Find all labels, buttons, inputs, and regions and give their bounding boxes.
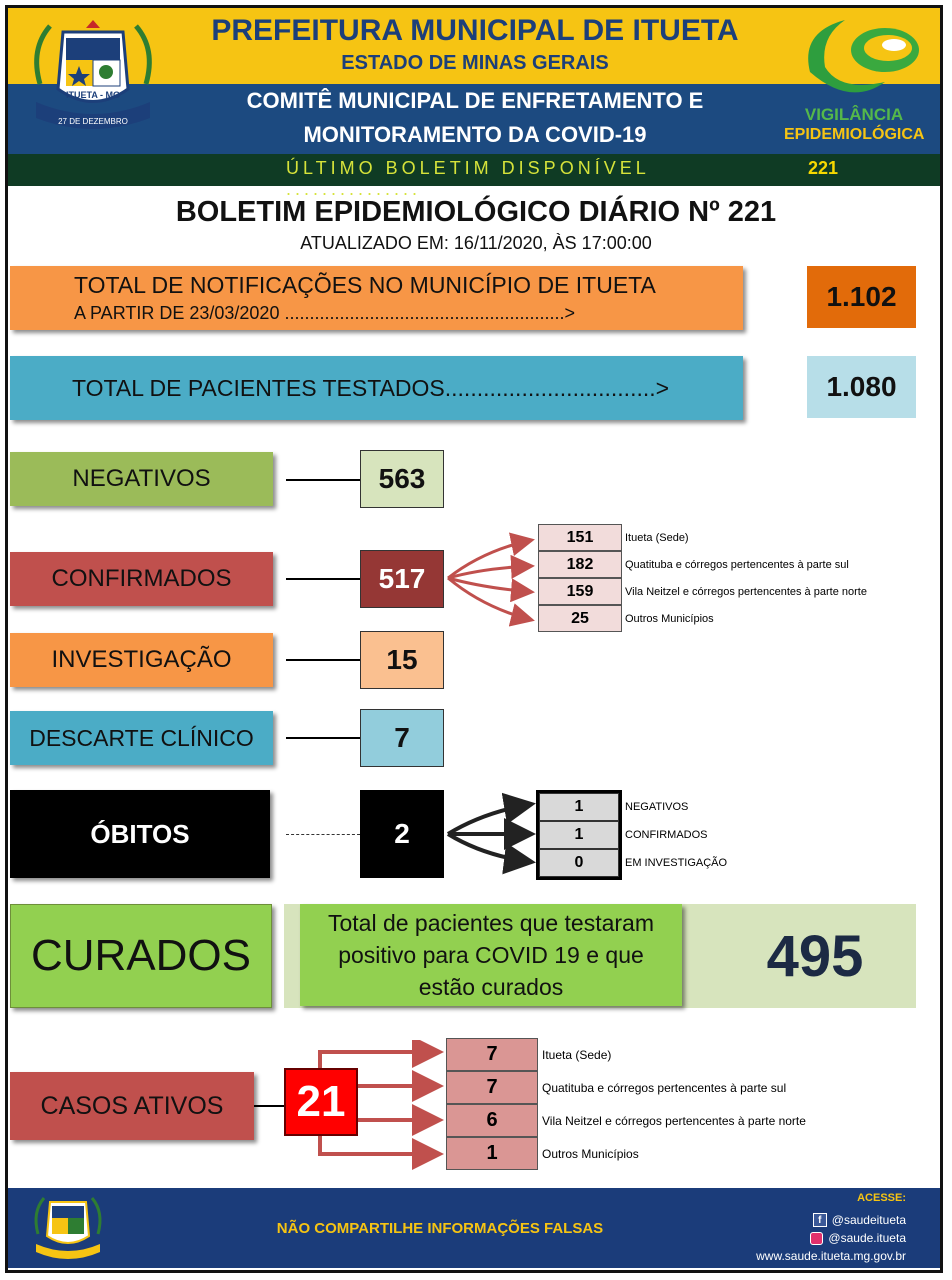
casos-ativos-outros-value: 1 — [446, 1137, 538, 1170]
header-state: ESTADO DE MINAS GERAIS — [341, 52, 609, 74]
notifications-label-line2: A PARTIR DE 23/03/2020 ........................................................> — [74, 303, 576, 323]
last-bulletin-number: 221 — [808, 158, 839, 178]
notifications-label-line1: TOTAL DE NOTIFICAÇÕES NO MUNICÍPIO DE ITUETA — [74, 272, 656, 298]
obitos-label: ÓBITOS — [10, 790, 270, 878]
curados-description: Total de pacientes que testaram positivo para COVID 19 e que estão curados — [300, 904, 682, 1006]
header-committee-line1: COMITÊ MUNICIPAL DE ENFRETAMENTO E — [246, 88, 704, 113]
footer-facebook-handle: @saudeitueta — [831, 1213, 906, 1227]
descarte-value: 7 — [360, 709, 444, 767]
svg-text:27 DE DEZEMBRO: 27 DE DEZEMBRO — [58, 117, 128, 126]
footer-instagram[interactable] — [700, 1231, 906, 1245]
obitos-negativos-value: 1 — [539, 793, 619, 821]
casos-ativos-breakdown — [446, 1038, 538, 1170]
svg-text:ITUETA - MG: ITUETA - MG — [66, 90, 120, 100]
obitos-breakdown — [536, 790, 622, 880]
confirmados-sul-label: Quatituba e córregos pertencentes à parte sul — [625, 558, 849, 571]
obitos-investigacao-value: 0 — [539, 849, 619, 877]
obitos-confirmados-label: CONFIRMADOS — [625, 829, 708, 841]
tested-bar — [10, 356, 743, 420]
vigilancia-logo-line2: EPIDEMIOLÓGICA — [784, 126, 925, 143]
casos-ativos-norte-value: 6 — [446, 1104, 538, 1137]
casos-ativos-norte-label: Vila Neitzel e córregos pertencentes à parte norte — [542, 1113, 806, 1128]
notifications-value: 1.102 — [807, 266, 916, 328]
footer-website-link[interactable]: www.saude.itueta.mg.gov.br — [756, 1249, 906, 1263]
investigacao-label: INVESTIGAÇÃO — [10, 633, 273, 687]
confirmados-value: 517 — [360, 550, 444, 608]
confirmados-label: CONFIRMADOS — [10, 552, 273, 606]
casos-ativos-sul-value: 7 — [446, 1071, 538, 1104]
casos-ativos-value: 21 — [284, 1068, 358, 1136]
descarte-label: DESCARTE CLÍNICO — [10, 711, 273, 765]
footer-facebook[interactable] — [700, 1213, 906, 1227]
header-title: PREFEITURA MUNICIPAL DE ITUETA — [211, 14, 739, 47]
tested-label: TOTAL DE PACIENTES TESTADOS.................................> — [72, 374, 670, 401]
negativos-value: 563 — [360, 450, 444, 508]
casos-ativos-connector — [254, 1105, 284, 1107]
confirmados-sede-value: 151 — [538, 524, 622, 551]
notifications-bar — [10, 266, 743, 330]
header-committee-line2: MONITORAMENTO DA COVID-19 — [303, 122, 647, 147]
confirmados-outros-value: 25 — [538, 605, 622, 632]
footer-instagram-handle: @saude.itueta — [828, 1231, 906, 1245]
descarte-connector — [286, 737, 360, 739]
confirmados-norte-value: 159 — [538, 578, 622, 605]
casos-ativos-sede-label: Itueta (Sede) — [542, 1047, 612, 1062]
curados-label: CURADOS — [10, 904, 272, 1008]
obitos-connector — [286, 834, 360, 835]
confirmados-outros-label: Outros Municípios — [625, 612, 714, 625]
obitos-negativos-label: NEGATIVOS — [625, 801, 689, 813]
confirmados-sede-label: Itueta (Sede) — [625, 531, 689, 544]
casos-ativos-sul-label: Quatituba e córregos pertencentes à parte sul — [542, 1080, 787, 1095]
investigacao-value: 15 — [360, 631, 444, 689]
confirmados-connector — [286, 578, 360, 580]
casos-ativos-label: CASOS ATIVOS — [10, 1072, 254, 1140]
curados-value: 495 — [766, 923, 864, 989]
bulletin-updated: ATUALIZADO EM: 16/11/2020, ÀS 17:00:00 — [300, 233, 652, 253]
tested-value: 1.080 — [807, 356, 916, 418]
obitos-confirmados-value: 1 — [539, 821, 619, 849]
last-bulletin-label: ÚLTIMO BOLETIM DISPONÍVEL ............... — [286, 158, 650, 199]
vigilancia-logo-icon — [790, 12, 930, 102]
confirmados-breakdown — [538, 524, 622, 632]
obitos-value: 2 — [360, 790, 444, 878]
municipal-crest-icon — [18, 14, 168, 139]
obitos-investigacao-label: EM INVESTIGAÇÃO — [625, 857, 728, 869]
investigacao-connector — [286, 659, 360, 661]
vigilancia-logo-line1: VIGILÂNCIA — [804, 105, 904, 124]
footer-crest-icon — [28, 1192, 108, 1264]
negativos-connector — [286, 479, 360, 481]
confirmados-arrows — [444, 530, 540, 630]
footer-message: NÃO COMPARTILHE INFORMAÇÕES FALSAS — [276, 1220, 604, 1237]
footer-access-label: ACESSE: — [857, 1192, 906, 1204]
casos-ativos-sede-value: 7 — [446, 1038, 538, 1071]
casos-ativos-outros-label: Outros Municípios — [542, 1146, 639, 1161]
bulletin-title: BOLETIM EPIDEMIOLÓGICO DIÁRIO Nº 221 — [175, 196, 777, 228]
confirmados-sul-value: 182 — [538, 551, 622, 578]
facebook-icon: f — [813, 1213, 827, 1227]
negativos-label: NEGATIVOS — [10, 452, 273, 506]
casos-ativos-arrows — [316, 1040, 446, 1170]
confirmados-norte-label: Vila Neitzel e córregos pertencentes à parte norte — [625, 585, 867, 598]
obitos-arrows — [444, 790, 540, 880]
instagram-icon — [810, 1232, 823, 1245]
